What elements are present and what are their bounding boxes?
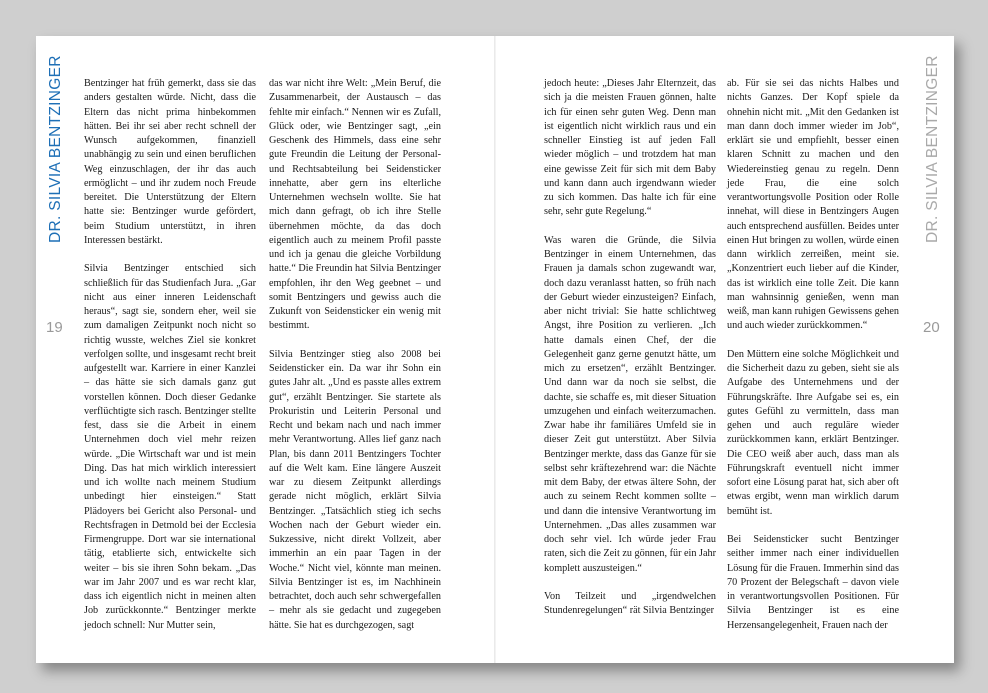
paragraph: Silvia Bentzinger stieg also 2008 bei Seidensticker ein. Da war ihr Sohn ein gutes Jahr alt. „Und es passte alles extrem gut“, erzählt Bentzinger. Sie startete als Prokuristin und Leiterin Personal und Recht und bekam nach und nach immer mehr Verantwortung. Alles lief ganz nach Plan, bis dann 2011 Bentzingers Tochter auf die Welt kam. Eine längere Auszeit war zu diesem Zeitpunkt allerdings gerade nicht möglich, erklärt Silvia Bentzinger. „Tatsächlich stieg ich sechs Wochen nach der Geburt wieder ein. Sukzessive, nicht direkt Vollzeit, aber immerhin an ein paar Tagen in der Woche.“ Nicht viel, könnte man meinen. Silvia Bentzinger ist es, im Nachhinein betrachtet, doch auch sehr schwergefallen – mehr als sie gedacht und zugegeben hätte. Sie hat es durchgezogen, sagt — [269, 348, 441, 631]
running-title-left: DR. SILVIA BENTZINGER — [47, 55, 64, 243]
page-gutter — [494, 36, 496, 663]
text-column-2 — [269, 77, 441, 633]
magazine-spread — [36, 36, 954, 663]
paragraph: Silvia Bentzinger entschied sich schließlich für das Studienfach Jura. „Gar nicht aus einer inneren Leidenschaft heraus“, sagt sie, sondern eher, weil sie zum damaligen Zeitpunkt noch nicht so richtig wusste, welches Ziel sie konkret verfolgen sollte, und insgesamt recht breit aufgestellt war. Karriere in einer Kanzlei – das hätte sie sich damals ganz gut vorstellen können. Doch dieser Gedanke verflüchtigte sich rasch. Bentzinger stellte fest, dass sie die Arbeit in einem Unternehmen doch viel mehr reizen würde. „Die Wirtschaft war und ist mein Ding. Das hat mich wirklich interessiert und ich wollte nach meinem Studium unbedingt hier einsteigen.“ Statt Plädoyers bei Gericht also Personal- und Rechtsfragen in Detmold bei der Ecclesia Firmengruppe. Dort war sie international tätig, etablierte sich, entwickelte sich weiter – bis sie ihren Sohn bekam. „Das war im Jahr 2007 und es war recht klar, dass ich eigentlich nicht in meinen alten Job zurückkonnte.“ Bentzinger merkte jedoch schnell: Nur Mutter sein, — [84, 263, 256, 631]
running-title-right: DR. SILVIA BENTZINGER — [924, 55, 941, 243]
paragraph: Bentzinger hat früh gemerkt, dass sie das anders gestalten würde. Nicht, dass die Eltern das nicht prima hinbekommen hätten. Bei ihr sei aber recht schnell der Wunsch aufgekommen, finanziell unabhängig zu sein und einen beruflichen Weg einzuschlagen, der ihr das auch ermöglicht – und ihr zudem noch Freude bereitet. Die Unterstützung der Eltern hatte sie: Bentzinger wurde gefördert, beim Studium unterstützt, in ihren Interessen bestärkt. — [84, 78, 256, 246]
paragraph: Von Teilzeit und „irgendwelchen Stundenregelungen“ rät Silvia Bentzinger — [544, 591, 716, 617]
paragraph: Den Müttern eine solche Möglichkeit und die Sicherheit dazu zu geben, sieht sie als Aufgabe des Unternehmens und der Führungskräfte. Ihre Aufgabe sei es, ein gutes Gefühl zu vermitteln, dass man gehen und auch reguläre wieder zurückkommen kann, erklärt Bentzinger. Die CEO weiß aber auch, dass man als Führungskraft eventuell nicht immer sofort eine Lösung parat hat, sich aber oft etwas ergibt, wenn man wirklich darum bemüht ist. — [727, 348, 899, 517]
text-column-1 — [84, 77, 256, 633]
page-number-left: 19 — [46, 319, 63, 336]
paragraph: das war nicht ihre Welt: „Mein Beruf, die Zusammenarbeit, der Austausch – das fehlte mir einfach.“ Nennen wir es Zufall, Glück oder, wie Bentzinger sagt, „ein Geschenk des Himmels, dass eine sehr gute Freundin die Leitung der Personal- und Rechtsabteilung bei Seidensticker innehatte, aber gern ins elterliche Unternehmen wechseln wollte. Sie hat mich dann gefragt, ob ich ihre Stelle übernehmen möchte, da das doch eigentlich auch zu meinem Profil passte und ich ja genau die gleiche Vorbildung hatte.“ Die Freundin hat Silvia Bentzinger empfohlen, ihr den Weg geebnet – und somit Bentzingers und gewiss auch die Zukunft von Seidensticker ein wenig mit bestimmt. — [269, 78, 442, 332]
paragraph: Bei Seidensticker sucht Bentzinger seither immer nach einer individuellen Lösung für die Frauen. Immerhin sind das 70 Prozent der Belegschaft – davon viele in verantwortungsvollen Positionen. Für Silvia Bentzinger ist es eine Herzensangelegenheit, Frauen nach der — [727, 534, 899, 631]
text-column-3 — [544, 77, 716, 619]
paragraph: ab. Für sie sei das nichts Halbes und nichts Ganzes. Der Kopf spiele da ohnehin nicht mit. „Mit den Gedanken ist man dann doch immer wieder im Job“, erklärt sie und empfiehlt, besser einen klaren Schnitt zu machen und den Wiedereinstieg genau zu regeln. Denn jede Frau, die eine solch verantwortungsvolle Position oder Rolle innehat, will diese in Bentzingers Augen auch entsprechend ausfüllen. Beides unter einen Hut bringen zu wollen, würde einen dann wirklich zerreißen, meint sie. „Konzentriert euch lieber auf die Kinder, das ist wirklich eine tolle Zeit. Die kann man wahnsinnig genießen, wenn man weiß, man kann ruhigen Gewissens gehen und auch wieder zurückkommen.“ — [727, 78, 899, 332]
paragraph: Was waren die Gründe, die Silvia Bentzinger in einem Unternehmen, das Frauen ja damals schon zugewandt war, doch dazu veranlasst hatten, so früh nach der Geburt wieder einzusteigen? Einfach, aber nicht trivial: Sie hatte schlichtweg Angst, ihre Position zu verlieren. „Ich hatte damals einen Chef, der die Gelegenheit ganz gerne genutzt hätte, um mich zu ersetzen“, erzählt Bentzinger. Und dann war da noch sie selbst, die dachte, sie schaffe es, mit dieser Situation umzugehen und einfach weiterzumachen. Zwar habe ihr familiäres Umfeld sie in dieser Zeit gut unterstützt. Aber Silvia Bentzinger merkte, dass das Ganze für sie selbst sehr kräftezehrend war: die Nächte mit dem Baby, der etwas ältere Sohn, der auch zu seinem Recht kommen sollte – und dann die intensive Verantwortung im Unternehmen. „Das alles zusammen war doch sehr viel. Ich würde jeder Frau raten, sich die Zeit zu gönnen, für ein Jahr komplett auszusteigen.“ — [544, 234, 716, 574]
page-number-right: 20 — [923, 319, 940, 336]
paragraph: jedoch heute: „Dieses Jahr Elternzeit, das sich ja die meisten Frauen gönnen, halte ich für einen sehr guten Weg. Denn man ist eigentlich nicht wirklich raus und ein schneller Einstieg ist auf jeden Fall wieder möglich – und trotzdem hat man eine gewisse Zeit für sich mit dem Baby und kann dann auch irgendwann wieder zu sich kommen. Das halte ich für eine sehr, sehr gute Regelung.“ — [544, 78, 716, 218]
text-column-4 — [727, 77, 899, 633]
